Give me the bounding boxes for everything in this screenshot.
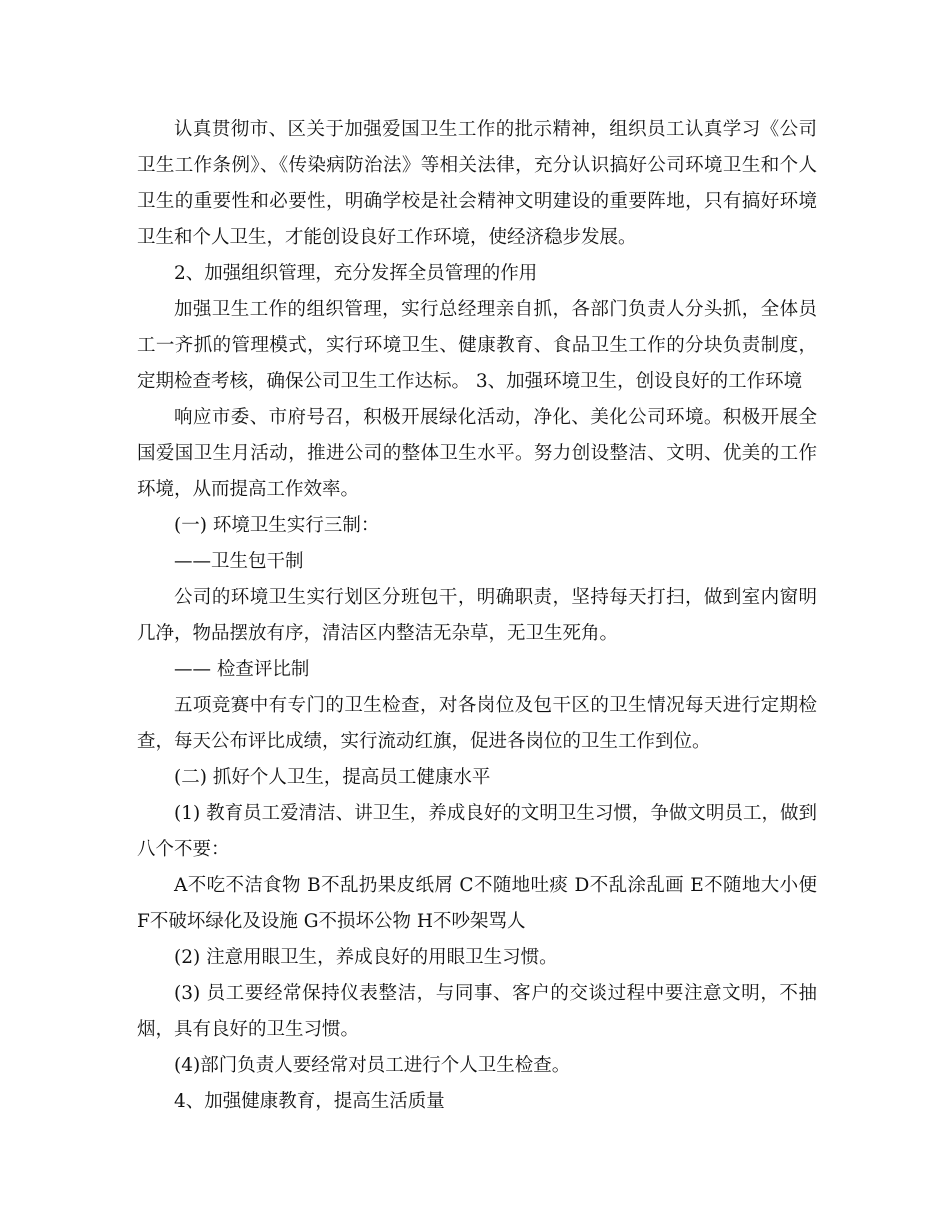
list-item-4: (4)部门负责人要经常对员工进行个人卫生检查。: [174, 1055, 571, 1076]
paragraph-4: 响应市委、市府号召，积极开展绿化活动，净化、美化公司环境。积极开展全国爱国卫生月活动，推进公司的整体卫生水平。努力创设整洁、文明、优美的工作环境，从而提高工作效率。: [137, 407, 817, 500]
section-heading-4: 4、加强健康教育，提高生活质量: [174, 1091, 445, 1112]
subheading-personal-hygiene: (二) 抓好个人卫生，提高员工健康水平: [174, 767, 491, 788]
subheading-environment: (一) 环境卫生实行三制：: [174, 515, 380, 536]
paragraph-9: 五项竞赛中有专门的卫生检查，对各岗位及包干区的卫生情况每天进行定期检查，每天公布评比成绩，实行流动红旗，促进各岗位的卫生工作到位。: [137, 695, 817, 752]
paragraph-7: 公司的环境卫生实行划区分班包干，明确职责，坚持每天打扫，做到室内窗明几净，物品摆放有序，清洁区内整洁无杂草，无卫生死角。: [137, 587, 817, 644]
subheading-inspection: —— 检查评比制: [174, 659, 310, 680]
subheading-responsibility: ——卫生包干制: [174, 551, 304, 572]
list-item-2: (2) 注意用眼卫生，养成良好的用眼卫生习惯。: [174, 947, 558, 968]
list-item-1: (1) 教育员工爱清洁、讲卫生，养成良好的文明卫生习惯，争做文明员工，做到八个不要：: [137, 803, 817, 860]
section-heading-2: 2、加强组织管理，充分发挥全员管理的作用: [174, 263, 538, 284]
paragraph-3: 加强卫生工作的组织管理，实行总经理亲自抓，各部门负责人分头抓，全体员工一齐抓的管理模式，实行环境卫生、健康教育、食品卫生工作的分块负责制度，定期检查考核，确保公司卫生工作达标。 3、加强环境卫生，创设良好的工作环境: [137, 299, 817, 392]
paragraph-1: 认真贯彻市、区关于加强爱国卫生工作的批示精神，组织员工认真学习《公司卫生工作条例》、《传染病防治法》等相关法律，充分认识搞好公司环境卫生和个人卫生的重要性和必要性，明确学校是社会精神文明建设的重要阵地，只有搞好环境卫生和个人卫生，才能创设良好工作环境，使经济稳步发展。: [137, 119, 817, 248]
document-body: [137, 112, 817, 1120]
list-item-3: (3) 员工要经常保持仪表整洁，与同事、客户的交谈过程中要注意文明，不抽烟，具有良好的卫生习惯。: [137, 983, 817, 1040]
list-item-rules: A不吃不洁食物 B不乱扔果皮纸屑 C不随地吐痰 D不乱涂乱画 E不随地大小便 F不破坏绿化及设施 G不损坏公物 H不吵架骂人: [137, 875, 817, 932]
